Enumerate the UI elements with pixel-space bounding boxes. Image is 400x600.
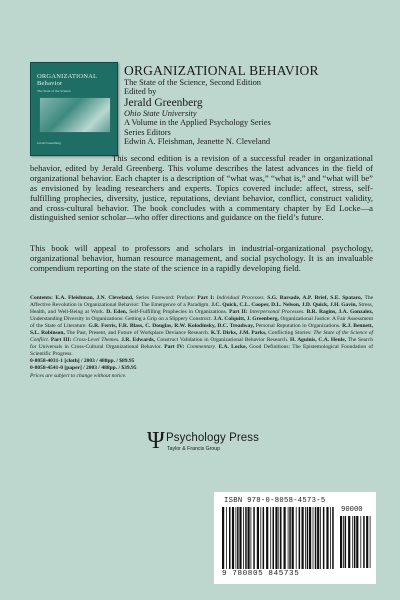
isbn-paper: 0-8058-4541-0 [paper] / 2003 / 488pp. / $39.95 <box>30 365 137 372</box>
contents-text: Self-Fulfilling Prophecies in Organizations. <box>127 309 230 316</box>
editor-university: Ohio State University <box>124 108 197 118</box>
contents-text: Good Definitions: The Epistemological Foundation of Scientific Progress. <box>30 344 374 358</box>
ean-barcode <box>222 507 336 569</box>
barcode-bar <box>260 507 261 569</box>
price-barcode <box>340 516 372 568</box>
book-header <box>124 63 374 146</box>
barcode-bar <box>330 507 331 569</box>
barcode-bar <box>302 507 304 569</box>
barcode-bar <box>236 507 237 569</box>
isbn-cloth: 0-8058-4031-1 [cloth] / 2003 / 488pp. / $89.95 <box>30 358 135 365</box>
barcode-bar <box>323 507 325 569</box>
barcode-bar <box>232 507 234 569</box>
barcode-bar <box>313 507 314 569</box>
barcode-bar <box>263 507 265 569</box>
contents-label: Contents: <box>30 295 53 301</box>
contents-listing <box>30 295 373 358</box>
barcode-bar <box>345 516 347 568</box>
cover-thumbnail-editor: Jerald Greenberg <box>37 141 61 145</box>
barcode-area <box>214 492 376 584</box>
barcode-bar <box>343 516 344 568</box>
contents-author: E.A. Fleishman, J.N. Cleveland, <box>55 295 134 301</box>
barcode-bar <box>266 507 268 569</box>
barcode-bar <box>243 507 244 569</box>
publisher-subtitle: Taylor & Francis Group <box>167 446 221 452</box>
cover-thumbnail <box>30 62 118 156</box>
barcode-bar <box>366 516 368 568</box>
barcode-bar <box>340 516 342 568</box>
contents-author: Part II: <box>229 309 248 316</box>
barcode-bar <box>292 507 294 569</box>
contents-text: The Search for Universals in Cross-Cultural Organizational Behavior. <box>30 337 374 351</box>
contents-text: Personal Reputation in Organizations. <box>254 323 343 330</box>
cover-thumbnail-title: ORGANIZATIONAL Behavior <box>37 73 98 87</box>
contents-text: The Affective Revolution in Organizational Behavior: The Emergence of a Paradigm. <box>30 295 374 309</box>
contents-author: B.R. Ragins, J.A. Gonzalez, <box>306 309 374 316</box>
barcode-bar <box>270 507 271 569</box>
barcode-bar <box>332 507 334 569</box>
barcode-bar <box>278 507 279 569</box>
table-of-contents <box>30 295 373 380</box>
contents-text: The Past, Present, and Future of Workplace Deviance Research. <box>64 330 211 337</box>
barcode-bar <box>289 507 291 569</box>
contents-author: J.R. Edwards, <box>121 337 156 344</box>
barcode-bar <box>356 516 358 568</box>
barcode-price-code: 90000 <box>341 506 363 514</box>
barcode-bar <box>309 507 311 569</box>
book-subtitle: The State of the Science, Second Edition <box>124 78 261 87</box>
barcode-bar <box>296 507 297 569</box>
series-line: A Volume in the Applied Psychology Series <box>124 118 271 128</box>
barcode-bar <box>229 507 231 569</box>
series-editors: Edwin A. Fleishman, Jeanette N. Cleveland <box>124 137 271 147</box>
contents-author: J.C. Quick, C.L. Cooper, D.L. Nelson, J.D. Quick, J.H. Gavin, <box>211 302 357 309</box>
contents-author: E.A. Locke, <box>218 344 247 351</box>
barcode-bar <box>222 507 224 569</box>
cover-thumbnail-subtitle: The State of the Science <box>37 89 72 93</box>
barcode-bar <box>226 507 227 569</box>
barcode-bar <box>273 507 275 569</box>
barcode-bar <box>239 507 241 569</box>
contents-part-title: Individual Processes. <box>216 295 265 301</box>
barcode-bar <box>275 507 277 569</box>
barcode-bar <box>284 507 286 569</box>
contents-author: R.J. Bennett, S.L. Robinson, <box>30 323 373 337</box>
barcode-bar <box>251 507 252 569</box>
barcode-isbn: ISBN 978-0-8058-4573-5 <box>224 497 326 505</box>
editor-name: Jerald Greenberg <box>124 96 203 109</box>
barcode-bar <box>320 507 321 569</box>
cover-thumbnail-artwork <box>39 97 111 133</box>
contents-part-title: Interpersonal Processes. <box>249 309 305 316</box>
barcode-bar <box>352 516 353 568</box>
contents-author: J.A. Colquitt, J. Greenberg, <box>213 316 279 323</box>
barcode-bar <box>299 507 301 569</box>
barcode-bar <box>326 507 328 569</box>
contents-author: K.T. Dirks, J.M. Parks, <box>210 330 267 337</box>
contents-text: Construct Validation in Organizational Behavior Research. <box>155 337 291 344</box>
edited-by-label: Edited by <box>124 87 157 97</box>
barcode-bar <box>257 507 259 569</box>
description-paragraph-1: This second edition is a revision of a successful reader in organizational behavior, edited by Jerald Greenberg. This volume describes the latest advances in the field of organizational behavior. Each chapter is a description of “what was,” “what is,” and “what will be” as envisioned by leading researchers and experts. Topics covered include: affect, stress, self-fulfilling prophecies, diversity, justice, reputations, deviant behavior, conflict, construct validity, and cross-cultural behavior. The book concludes with a commentary chapter by Ed Locke—a distinguished senior scholar—who offer directions and guidance on the field’s future. <box>30 153 373 223</box>
barcode-bar <box>363 516 365 568</box>
contents-entries <box>30 295 373 357</box>
barcode-bar <box>360 516 361 568</box>
contents-part-title: Cross-Level Themes. <box>73 337 120 344</box>
contents-text: Understanding Diversity in Organizations: Getting a Grip on a Slippery Construct. <box>30 316 214 323</box>
contents-author: S.G. Barsade, A.P. Brief, S.E. Spataro, <box>267 295 363 301</box>
barcode-bar <box>237 507 239 569</box>
barcode-digits: 9 780805 845735 <box>222 570 300 578</box>
barcode-bar <box>370 516 371 568</box>
barcode-bar <box>315 507 317 569</box>
contents-part-title: Commentary. <box>186 344 217 351</box>
barcode-bar <box>354 516 356 568</box>
contents-author: H. Aguinis, C.A. Henle, <box>290 337 347 344</box>
book-title: ORGANIZATIONAL BEHAVIOR <box>124 63 319 78</box>
price-note: Prices are subject to change without notice. <box>30 372 127 379</box>
contents-author: Part IV: <box>164 344 185 351</box>
barcode-bar <box>348 516 350 568</box>
contents-author: D. Eden, <box>106 309 128 316</box>
contents-text: Stress, Health, and Well-Being at Work. <box>30 302 373 316</box>
contents-part-title: The State of the Science of Conflict. <box>30 330 373 344</box>
barcode-bar <box>280 507 282 569</box>
contents-text: Series Foreword: Preface: <box>133 295 198 301</box>
contents-author: Part III: <box>50 337 72 344</box>
contents-text: Conflicting Stories: <box>266 330 314 337</box>
barcode-bar <box>253 507 255 569</box>
barcode-bar <box>288 507 289 569</box>
contents-text: Organizational Justice: A Fair Assessment of the State of Literature. <box>30 316 373 330</box>
psi-icon: Ψ <box>147 428 165 454</box>
contents-author: Part I: <box>197 295 215 301</box>
description-paragraph-2: This book will appeal to professors and scholars in industrial-organizational psychology, organizational behavior, human resource management, and social psychology. It is an invaluable compendium reporting on the state of the science in a rapidly developing field. <box>30 243 373 273</box>
barcode-bar <box>248 507 250 569</box>
publisher-logo <box>147 430 267 458</box>
barcode-bar <box>245 507 247 569</box>
series-editors-label: Series Editors <box>124 127 171 137</box>
barcode-bar <box>305 507 306 569</box>
contents-author: G.R. Ferris, F.R. Blass, C. Douglas, R.W. Kolodinsky, D.C. Treadway, <box>88 323 255 330</box>
barcode-bar <box>317 507 319 569</box>
publisher-name: Psychology Press <box>166 432 259 444</box>
barcode-bar <box>307 507 309 569</box>
